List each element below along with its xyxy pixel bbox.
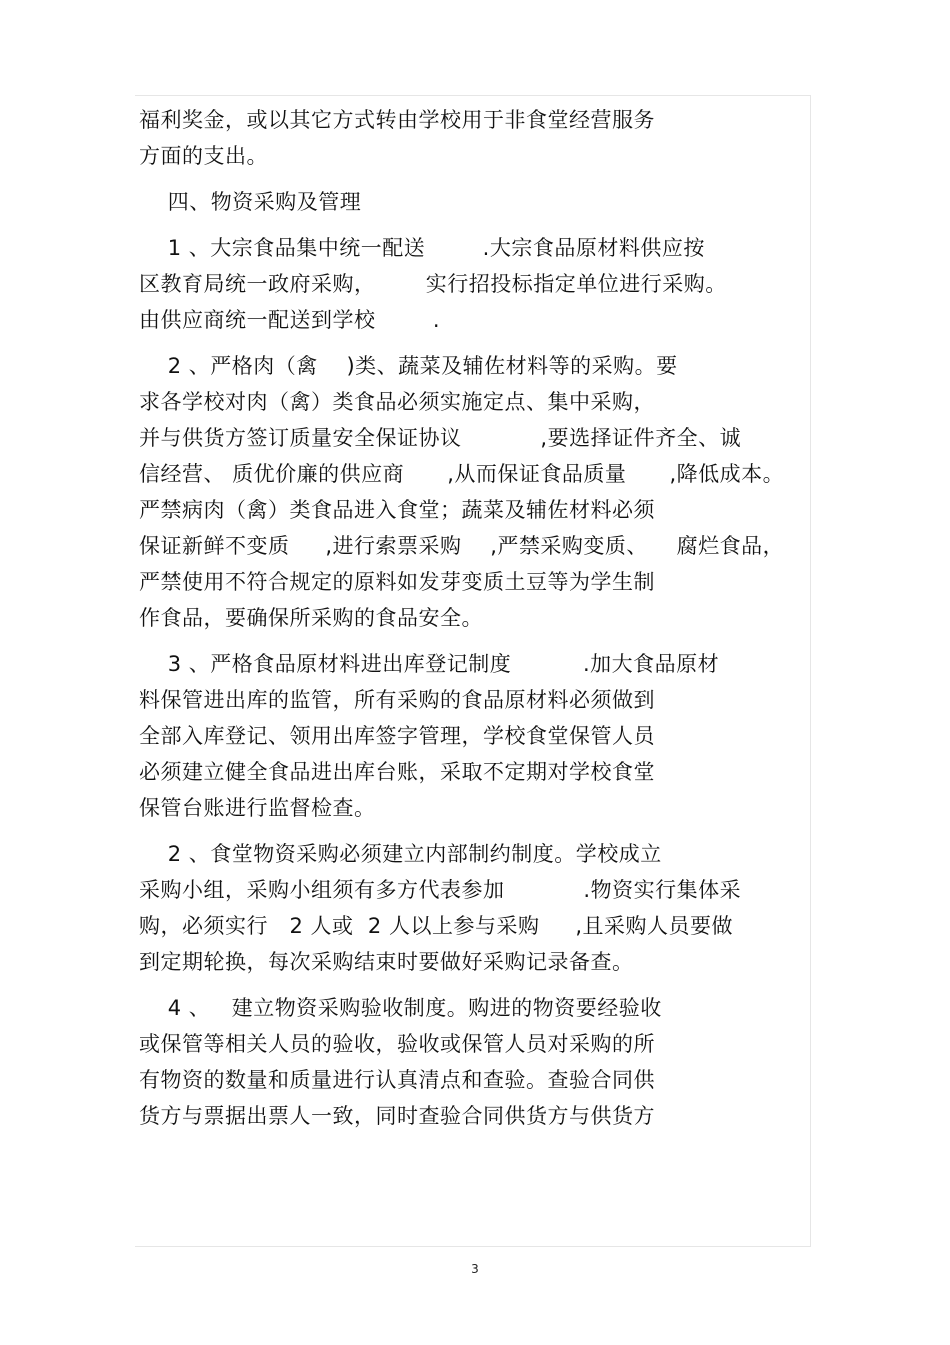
text-line: 区教育局统一政府采购， 实行招投标指定单位进行采购。 <box>139 272 727 296</box>
text-line: 必须建立健全食品进出库台账，采取不定期对学校食堂 <box>139 760 655 784</box>
text-line: 2 、严格肉（禽 )类、蔬菜及辅佐材料等的采购。要 <box>139 354 678 378</box>
text-line: 到定期轮换，每次采购结束时要做好采购记录备查。 <box>139 950 634 974</box>
text-line: 福利奖金，或以其它方式转由学校用于非食堂经营服务 <box>139 108 655 132</box>
document-body <box>139 102 819 1134</box>
text-line: 购，必须实行 2 人或 2 人以上参与采购 ,且采购人员要做 <box>139 914 733 938</box>
page-number: 3 <box>471 1262 479 1276</box>
text-line: 保管台账进行监督检查。 <box>139 796 376 820</box>
text-line: 作食品，要确保所采购的食品安全。 <box>139 606 483 630</box>
text-line: 保证新鲜不变质 ,进行索票采购 ,严禁采购变质、 腐烂食品， <box>139 534 785 558</box>
text-line: 有物资的数量和质量进行认真清点和查验。查验合同供 <box>139 1068 655 1092</box>
text-line: 并与供货方签订质量安全保证协议 ,要选择证件齐全、诚 <box>139 426 742 450</box>
text-line: 或保管等相关人员的验收，验收或保管人员对采购的所 <box>139 1032 655 1056</box>
text-line: 货方与票据出票人一致，同时查验合同供货方与供货方 <box>139 1104 655 1128</box>
text-line: 1 、大宗食品集中统一配送 .大宗食品原材料供应按 <box>139 236 705 260</box>
section-heading: 四、物资采购及管理 <box>139 190 362 214</box>
text-line: 4 、 建立物资采购验收制度。购进的物资要经验收 <box>139 996 662 1020</box>
text-line: 采购小组，采购小组须有多方代表参加 .物资实行集体采 <box>139 878 742 902</box>
text-line: 求各学校对肉（禽）类食品必须实施定点、集中采购， <box>139 390 655 414</box>
text-line: 由供应商统一配送到学校 . <box>139 308 441 332</box>
text-line: 全部入库登记、领用出库签字管理，学校食堂保管人员 <box>139 724 655 748</box>
text-line: 严禁病肉（禽）类食品进入食堂；蔬菜及辅佐材料必须 <box>139 498 655 522</box>
text-line: 方面的支出。 <box>139 144 268 168</box>
text-line: 严禁使用不符合规定的原料如发芽变质土豆等为学生制 <box>139 570 655 594</box>
text-line: 3 、严格食品原材料进出库登记制度 .加大食品原材 <box>139 652 720 676</box>
text-line: 料保管进出库的监管，所有采购的食品原材料必须做到 <box>139 688 655 712</box>
text-line: 2 、食堂物资采购必须建立内部制约制度。学校成立 <box>139 842 662 866</box>
text-line: 信经营、 质优价廉的供应商 ,从而保证食品质量 ,降低成本。 <box>139 462 785 486</box>
